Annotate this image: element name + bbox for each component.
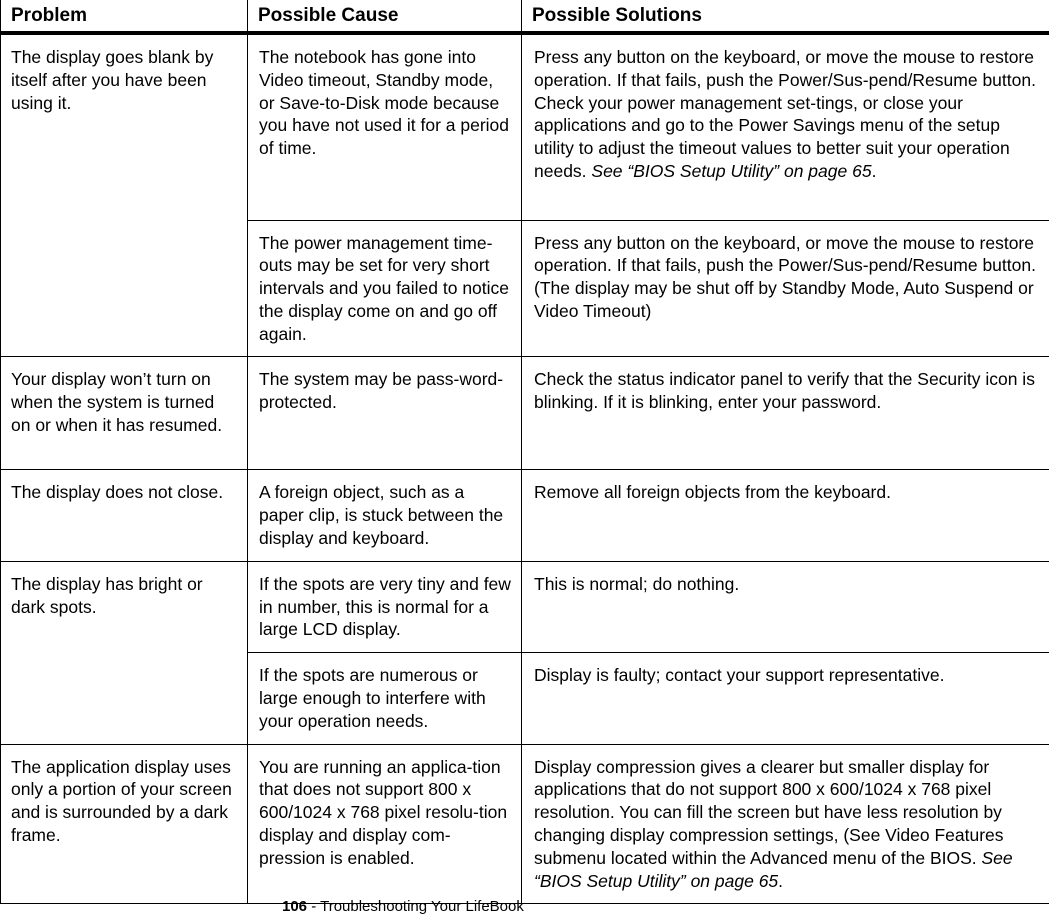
cause-cell: You are running an applica-tion that does not support 800 x 600/1024 x 768 pixel resolu-tion display and display com-pression is enabled. [248,744,522,904]
header-possible-solutions: Possible Solutions [522,0,1049,33]
cause-cell: If the spots are very tiny and few in number, this is normal for a large LCD display. [248,561,522,652]
table-row [1,33,1049,220]
solution-cell: This is normal; do nothing. [522,561,1049,652]
table-row [1,744,1049,904]
page-number: 106 [282,898,308,915]
page-footer [282,898,524,915]
solution-cross-reference: See “BIOS Setup Utility” on page 65 [534,847,1013,891]
header-problem: Problem [1,0,248,33]
solution-end: . [871,160,877,181]
cause-cell: If the spots are numerous or large enough to interfere with your operation needs. [248,653,522,744]
solution-cell [522,33,1049,220]
problem-cell: Your display won’t turn on when the system is turned on or when it has resumed. [1,357,248,470]
solution-cell: Press any button on the keyboard, or move the mouse to restore operation. If that fails, push the Power/Sus-pend/Resume button. (The display may be shut off by Standby Mode, Auto Suspend or Video Timeout) [522,220,1049,357]
problem-cell: The application display uses only a portion of your screen and is surrounded by a dark frame. [1,744,248,904]
solution-text: Press any button on the keyboard, or move the mouse to restore operation. If that fails, push the Power/Sus-pend/Resume button. Check your power management set-tings, or close your applications and go to the Power Savings menu of the setup utility to adjust the timeout values to better suit your operation needs. [534,47,1036,181]
header-possible-cause: Possible Cause [248,0,522,33]
problem-cell: The display goes blank by itself after you have been using it. [1,33,248,357]
cause-cell: The power management time-outs may be set for very short intervals and you failed to notice the display come on and go off again. [248,220,522,357]
solution-text: Display compression gives a clearer but smaller display for applications that do not support 800 x 600/1024 x 768 pixel resolution. You can fill the screen but have less resolution by changing display compression settings, (See Video Features submenu located within the Advanced menu of the BIOS. [534,756,1004,868]
solution-cell [522,744,1049,904]
solution-end: . [778,870,784,891]
footer-separator: - [307,898,321,915]
table-row [1,561,1049,652]
footer-title: Troubleshooting Your LifeBook [320,898,524,915]
table-row [1,357,1049,470]
cause-cell: The system may be pass-word-protected. [248,357,522,470]
solution-cell: Check the status indicator panel to verify that the Security icon is blinking. If it is blinking, enter your password. [522,357,1049,470]
problem-cell: The display has bright or dark spots. [1,561,248,744]
solution-cross-reference: See “BIOS Setup Utility” on page 65 [591,160,872,181]
table-row [1,470,1049,561]
cause-cell: A foreign object, such as a paper clip, is stuck between the display and keyboard. [248,470,522,561]
solution-cell: Remove all foreign objects from the keyboard. [522,470,1049,561]
solution-cell: Display is faulty; contact your support representative. [522,653,1049,744]
cause-cell: The notebook has gone into Video timeout, Standby mode, or Save-to-Disk mode because you have not used it for a period of time. [248,33,522,220]
problem-cell: The display does not close. [1,470,248,561]
table-header-row [1,0,1049,33]
